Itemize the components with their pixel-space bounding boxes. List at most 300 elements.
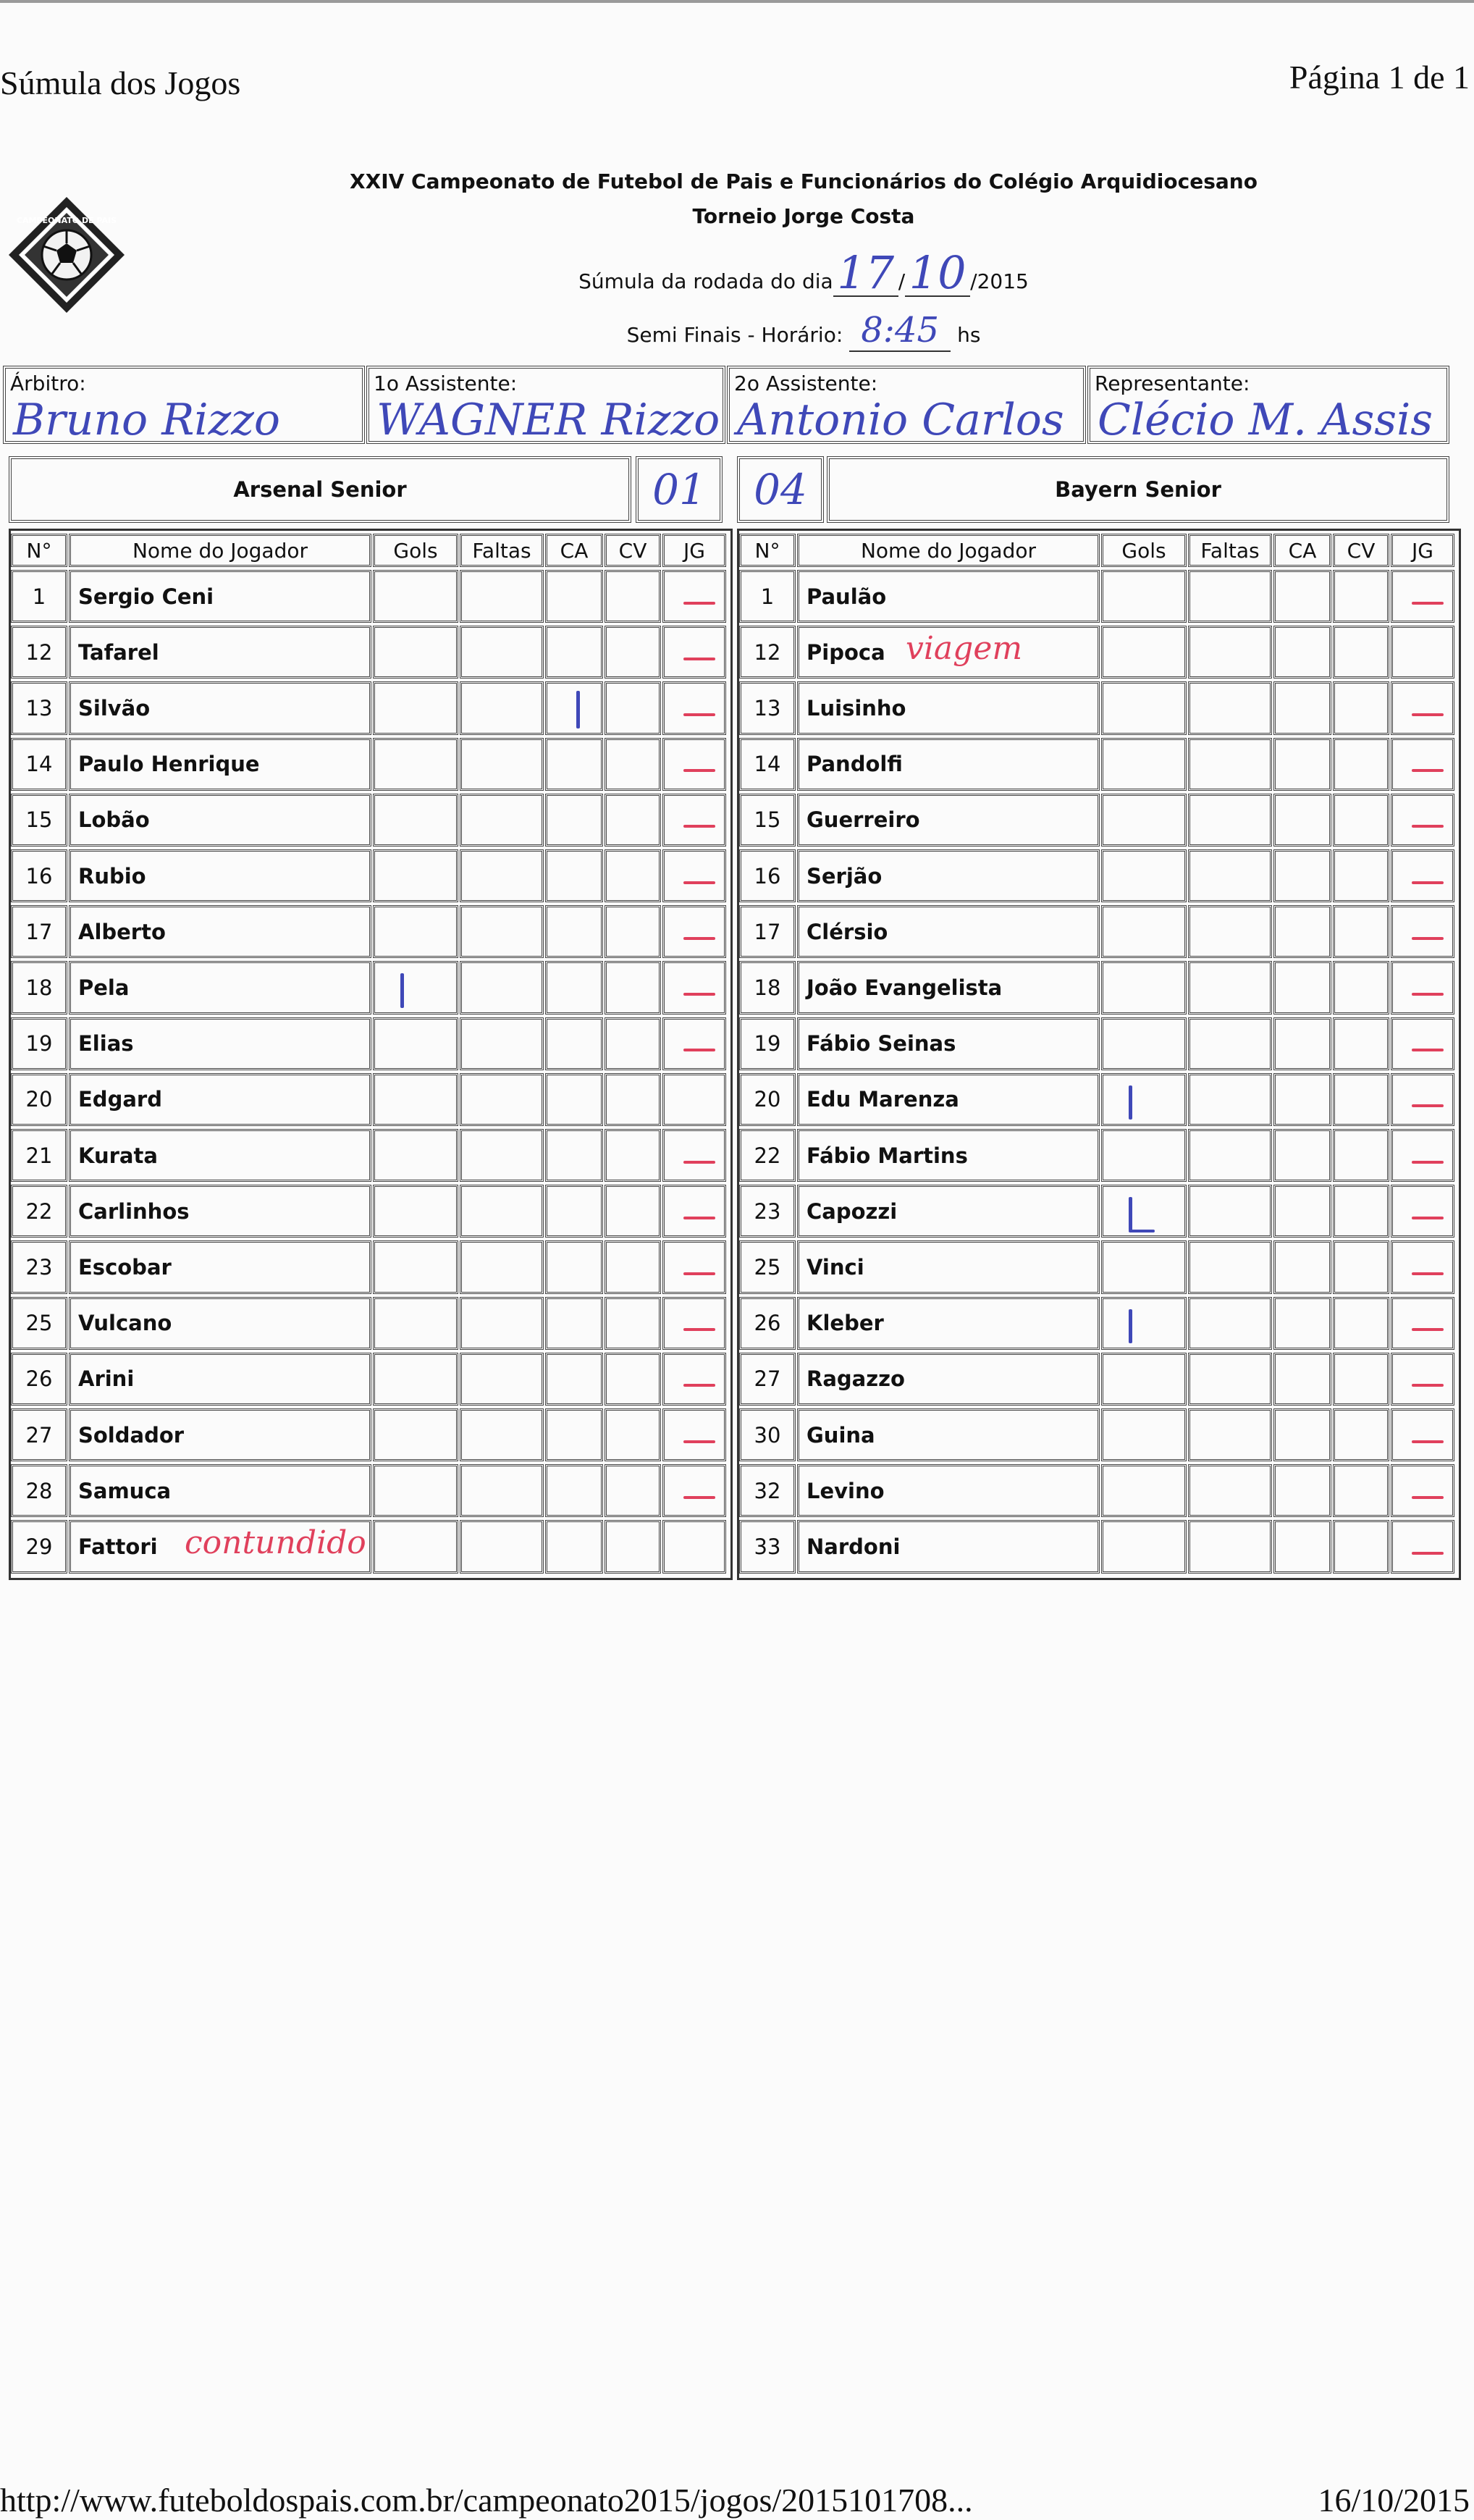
home-player-name: Carlinhos <box>69 1185 371 1238</box>
away-player-gols-cell <box>1101 1464 1187 1517</box>
home-player-gols-cell <box>373 738 458 791</box>
home-player-note: contundido <box>185 1524 366 1562</box>
away-player-number: 15 <box>739 794 796 847</box>
phase-unit: hs <box>957 323 981 347</box>
away-player-jg-cell <box>1391 1464 1454 1517</box>
top-rule <box>0 0 1474 3</box>
away-player-gols-cell <box>1101 1408 1187 1461</box>
home-player-gols-cell <box>373 794 458 847</box>
away-player-cv-cell <box>1333 794 1389 847</box>
home-player-gols-cell <box>373 1464 458 1517</box>
home-player-name: Kurata <box>69 1129 371 1182</box>
away-player-number: 12 <box>739 626 796 679</box>
away-player-name: Luisinho <box>797 681 1100 734</box>
home-player-gols-cell <box>373 1240 458 1293</box>
home-player-jg-cell <box>662 1353 726 1406</box>
home-player-jg-cell <box>662 794 726 847</box>
home-player-ca-cell <box>545 1129 603 1182</box>
home-player-faltas-cell <box>460 1185 544 1238</box>
home-player-name: Alberto <box>69 905 371 958</box>
away-player-name: João Evangelista <box>797 961 1100 1014</box>
home-player-cv-cell <box>605 1185 661 1238</box>
away-player-jg-cell <box>1391 1073 1454 1126</box>
home-player-gols-cell <box>373 1185 458 1238</box>
away-player-number: 25 <box>739 1240 796 1293</box>
home-player-faltas-cell <box>460 849 544 902</box>
home-player-number: 22 <box>11 1185 67 1238</box>
away-player-gols-cell <box>1101 570 1187 623</box>
away-player-number: 19 <box>739 1017 796 1070</box>
away-col-header-jg: JG <box>1391 534 1454 567</box>
phase-label: Semi Finais - Horário: <box>626 323 843 347</box>
away-player-cv-cell <box>1333 626 1389 679</box>
away-player-name: Paulão <box>797 570 1100 623</box>
away-player-ca-cell <box>1273 1464 1331 1517</box>
away-player-gols-cell <box>1101 738 1187 791</box>
played-mark <box>1412 1217 1444 1219</box>
away-player-name: Fábio Martins <box>797 1129 1100 1182</box>
home-player-jg-cell <box>662 1408 726 1461</box>
played-mark <box>1412 1104 1444 1107</box>
away-player-number: 18 <box>739 961 796 1014</box>
assistant2-label: 2o Assistente: <box>734 371 878 395</box>
home-player-number: 13 <box>11 681 67 734</box>
home-player-faltas-cell <box>460 1240 544 1293</box>
home-player-name: Escobar <box>69 1240 371 1293</box>
away-player-faltas-cell <box>1188 1185 1272 1238</box>
away-player-gols-cell <box>1101 1297 1187 1350</box>
played-mark <box>1412 1440 1444 1443</box>
home-player-gols-cell <box>373 905 458 958</box>
played-mark <box>683 1217 715 1219</box>
home-player-gols-cell <box>373 1408 458 1461</box>
home-player-number: 17 <box>11 905 67 958</box>
away-player-gols-cell <box>1101 849 1187 902</box>
home-player-ca-cell <box>545 1240 603 1293</box>
home-player-cv-cell <box>605 1297 661 1350</box>
played-mark <box>683 1328 715 1331</box>
away-player-ca-cell <box>1273 1073 1331 1126</box>
away-player-gols-cell <box>1101 1520 1187 1573</box>
played-mark <box>683 658 715 660</box>
home-player-gols-cell <box>373 1073 458 1126</box>
played-mark <box>1412 1328 1444 1331</box>
played-mark <box>683 602 715 605</box>
away-player-number: 14 <box>739 738 796 791</box>
away-player-number: 32 <box>739 1464 796 1517</box>
home-player-cv-cell <box>605 570 661 623</box>
away-player-faltas-cell <box>1188 1129 1272 1182</box>
away-player-ca-cell <box>1273 681 1331 734</box>
played-mark <box>1412 1161 1444 1164</box>
away-player-gols-cell <box>1101 1073 1187 1126</box>
tournament-title: Torneio Jorge Costa <box>692 204 915 228</box>
played-mark <box>683 769 715 772</box>
home-player-ca-cell <box>545 1185 603 1238</box>
away-player-gols-cell <box>1101 1017 1187 1070</box>
away-player-name: Ragazzo <box>797 1353 1100 1406</box>
away-col-header-num: N° <box>739 534 796 567</box>
played-mark <box>1412 937 1444 940</box>
home-player-faltas-cell <box>460 961 544 1014</box>
away-player-faltas-cell <box>1188 1353 1272 1406</box>
home-player-number: 16 <box>11 849 67 902</box>
home-player-number: 15 <box>11 794 67 847</box>
championship-title: XXIV Campeonato de Futebol de Pais e Funcionários do Colégio Arquidiocesano <box>350 169 1258 193</box>
away-player-cv-cell <box>1333 905 1389 958</box>
home-player-jg-cell <box>662 1185 726 1238</box>
played-mark <box>1412 993 1444 996</box>
away-player-cv-cell <box>1333 1185 1389 1238</box>
home-player-ca-cell <box>545 681 603 734</box>
home-player-gols-cell <box>373 1297 458 1350</box>
played-mark <box>683 825 715 828</box>
home-player-ca-cell <box>545 1017 603 1070</box>
away-player-ca-cell <box>1273 1017 1331 1070</box>
home-player-jg-cell <box>662 961 726 1014</box>
home-player-number: 26 <box>11 1353 67 1406</box>
footer-date: 16/10/2015 <box>1318 2482 1470 2519</box>
away-player-name: Fábio Seinas <box>797 1017 1100 1070</box>
assistant1-label: 1o Assistente: <box>374 371 518 395</box>
played-mark <box>683 881 715 884</box>
round-month: 10 <box>905 251 970 297</box>
away-player-jg-cell <box>1391 961 1454 1014</box>
home-player-cv-cell <box>605 849 661 902</box>
representative-name: Clécio M. Assis <box>1098 395 1433 445</box>
away-player-faltas-cell <box>1188 1240 1272 1293</box>
away-player-jg-cell <box>1391 626 1454 679</box>
home-player-faltas-cell <box>460 1297 544 1350</box>
played-mark <box>683 1272 715 1275</box>
home-player-cv-cell <box>605 905 661 958</box>
referee-name: Bruno Rizzo <box>13 395 280 445</box>
home-col-header-gols: Gols <box>373 534 458 567</box>
away-player-gols-cell <box>1101 1185 1187 1238</box>
goal-tally-mark <box>1129 1230 1155 1232</box>
home-player-ca-cell <box>545 626 603 679</box>
page-title: Súmula dos Jogos <box>0 64 241 101</box>
home-player-gols-cell <box>373 570 458 623</box>
away-player-number: 33 <box>739 1520 796 1573</box>
away-team-table <box>737 529 1461 1580</box>
away-player-cv-cell <box>1333 961 1389 1014</box>
phase-time-value: 8:45 <box>849 310 951 352</box>
home-player-jg-cell <box>662 1297 726 1350</box>
home-player-cv-cell <box>605 1520 661 1573</box>
home-player-faltas-cell <box>460 1464 544 1517</box>
home-player-gols-cell <box>373 681 458 734</box>
away-player-cv-cell <box>1333 1073 1389 1126</box>
home-player-gols-cell <box>373 1017 458 1070</box>
home-player-faltas-cell <box>460 1408 544 1461</box>
home-player-cv-cell <box>605 1240 661 1293</box>
home-player-faltas-cell <box>460 681 544 734</box>
phase-time <box>246 310 1361 352</box>
away-player-gols-cell <box>1101 794 1187 847</box>
home-player-number: 14 <box>11 738 67 791</box>
away-col-header-name: Nome do Jogador <box>797 534 1100 567</box>
footer-url: http://www.futeboldospais.com.br/campeonato2015/jogos/2015101708... <box>0 2482 973 2519</box>
round-label: Súmula da rodada do dia <box>578 269 833 293</box>
away-player-ca-cell <box>1273 1129 1331 1182</box>
home-player-name: Soldador <box>69 1408 371 1461</box>
home-player-ca-cell <box>545 1520 603 1573</box>
home-player-jg-cell <box>662 738 726 791</box>
away-player-gols-cell <box>1101 961 1187 1014</box>
away-player-ca-cell <box>1273 570 1331 623</box>
away-player-name: Edu Marenza <box>797 1073 1100 1126</box>
home-player-ca-cell <box>545 1464 603 1517</box>
away-player-jg-cell <box>1391 1408 1454 1461</box>
away-player-name: Guerreiro <box>797 794 1100 847</box>
played-mark <box>683 1440 715 1443</box>
svg-text:CAMPEONATO DE PAIS: CAMPEONATO DE PAIS <box>16 216 117 225</box>
away-player-gols-cell <box>1101 1240 1187 1293</box>
away-player-name: Clérsio <box>797 905 1100 958</box>
home-team-score: 01 <box>636 456 723 523</box>
home-player-jg-cell <box>662 1129 726 1182</box>
home-player-cv-cell <box>605 1408 661 1461</box>
away-player-faltas-cell <box>1188 570 1272 623</box>
home-player-name: Sergio Ceni <box>69 570 371 623</box>
home-player-number: 19 <box>11 1017 67 1070</box>
home-player-jg-cell <box>662 905 726 958</box>
home-player-ca-cell <box>545 905 603 958</box>
round-date: Súmula da rodada do dia17 /10 /2015 <box>578 246 1029 299</box>
away-player-number: 20 <box>739 1073 796 1126</box>
home-player-number: 27 <box>11 1408 67 1461</box>
away-player-jg-cell <box>1391 1185 1454 1238</box>
away-player-cv-cell <box>1333 1297 1389 1350</box>
away-player-name: Levino <box>797 1464 1100 1517</box>
assistant1-box <box>366 366 725 444</box>
away-player-name: Pandolfi <box>797 738 1100 791</box>
away-player-jg-cell <box>1391 1129 1454 1182</box>
round-year: 2015 <box>977 269 1029 293</box>
away-player-ca-cell <box>1273 738 1331 791</box>
away-col-header-faltas: Faltas <box>1188 534 1272 567</box>
away-player-number: 27 <box>739 1353 796 1406</box>
home-player-name: Paulo Henrique <box>69 738 371 791</box>
away-player-jg-cell <box>1391 1353 1454 1406</box>
away-player-cv-cell <box>1333 1129 1389 1182</box>
referee-label: Árbitro: <box>10 371 86 395</box>
away-player-faltas-cell <box>1188 849 1272 902</box>
home-player-name: Fattori <box>69 1520 371 1573</box>
played-mark <box>683 993 715 996</box>
away-player-name: Nardoni <box>797 1520 1100 1573</box>
home-player-number: 28 <box>11 1464 67 1517</box>
goal-tally-mark <box>400 973 404 1007</box>
away-player-cv-cell <box>1333 1408 1389 1461</box>
home-player-ca-cell <box>545 849 603 902</box>
home-player-jg-cell <box>662 681 726 734</box>
home-player-name: Tafarel <box>69 626 371 679</box>
away-player-ca-cell <box>1273 849 1331 902</box>
home-player-gols-cell <box>373 961 458 1014</box>
home-player-cv-cell <box>605 1017 661 1070</box>
home-player-jg-cell <box>662 1073 726 1126</box>
away-player-gols-cell <box>1101 626 1187 679</box>
home-player-faltas-cell <box>460 570 544 623</box>
away-player-ca-cell <box>1273 1297 1331 1350</box>
played-mark <box>683 1161 715 1164</box>
away-col-header-cv: CV <box>1333 534 1389 567</box>
away-col-header-ca: CA <box>1273 534 1331 567</box>
representative-label: Representante: <box>1095 371 1250 395</box>
away-player-name: Serjão <box>797 849 1100 902</box>
away-player-cv-cell <box>1333 738 1389 791</box>
home-player-faltas-cell <box>460 1353 544 1406</box>
away-player-number: 30 <box>739 1408 796 1461</box>
home-player-cv-cell <box>605 681 661 734</box>
goal-tally-mark <box>1129 1197 1132 1231</box>
home-player-ca-cell <box>545 1353 603 1406</box>
home-player-cv-cell <box>605 626 661 679</box>
away-player-jg-cell <box>1391 738 1454 791</box>
away-player-jg-cell <box>1391 849 1454 902</box>
page-number: Página 1 de 1 <box>1289 59 1470 96</box>
away-player-name: Capozzi <box>797 1185 1100 1238</box>
played-mark <box>1412 1272 1444 1275</box>
home-player-faltas-cell <box>460 905 544 958</box>
away-player-cv-cell <box>1333 1464 1389 1517</box>
away-player-name: Kleber <box>797 1297 1100 1350</box>
away-team-name: Bayern Senior <box>827 456 1449 523</box>
played-mark <box>1412 769 1444 772</box>
away-player-number: 22 <box>739 1129 796 1182</box>
home-team-table <box>9 529 733 1580</box>
played-mark <box>683 937 715 940</box>
away-player-ca-cell <box>1273 1520 1331 1573</box>
home-player-cv-cell <box>605 1129 661 1182</box>
away-player-ca-cell <box>1273 1185 1331 1238</box>
away-player-jg-cell <box>1391 1240 1454 1293</box>
away-player-ca-cell <box>1273 794 1331 847</box>
away-player-faltas-cell <box>1188 1017 1272 1070</box>
home-player-jg-cell <box>662 849 726 902</box>
away-player-note: viagem <box>906 630 1023 668</box>
away-player-faltas-cell <box>1188 905 1272 958</box>
away-player-faltas-cell <box>1188 961 1272 1014</box>
away-player-gols-cell <box>1101 905 1187 958</box>
away-col-header-gols: Gols <box>1101 534 1187 567</box>
away-player-cv-cell <box>1333 570 1389 623</box>
home-player-number: 25 <box>11 1297 67 1350</box>
home-col-header-cv: CV <box>605 534 661 567</box>
round-day: 17 <box>833 251 898 297</box>
away-player-faltas-cell <box>1188 1464 1272 1517</box>
home-player-ca-cell <box>545 570 603 623</box>
away-player-faltas-cell <box>1188 1297 1272 1350</box>
home-player-cv-cell <box>605 1073 661 1126</box>
away-player-jg-cell <box>1391 1297 1454 1350</box>
away-player-ca-cell <box>1273 1408 1331 1461</box>
away-player-gols-cell <box>1101 1129 1187 1182</box>
away-player-jg-cell <box>1391 794 1454 847</box>
home-player-gols-cell <box>373 1520 458 1573</box>
championship-logo <box>6 194 127 316</box>
away-player-cv-cell <box>1333 1240 1389 1293</box>
away-player-ca-cell <box>1273 961 1331 1014</box>
home-player-jg-cell <box>662 570 726 623</box>
yellow-card-mark <box>576 691 580 728</box>
home-player-number: 21 <box>11 1129 67 1182</box>
away-player-cv-cell <box>1333 1017 1389 1070</box>
home-player-name: Silvão <box>69 681 371 734</box>
played-mark <box>683 713 715 716</box>
home-player-jg-cell <box>662 1017 726 1070</box>
representative-box <box>1087 366 1449 444</box>
home-team-name: Arsenal Senior <box>9 456 631 523</box>
away-player-jg-cell <box>1391 681 1454 734</box>
away-player-faltas-cell <box>1188 1073 1272 1126</box>
played-mark <box>1412 1552 1444 1555</box>
home-player-ca-cell <box>545 794 603 847</box>
home-player-jg-cell <box>662 1464 726 1517</box>
played-mark <box>683 1049 715 1051</box>
away-player-faltas-cell <box>1188 794 1272 847</box>
home-col-header-name: Nome do Jogador <box>69 534 371 567</box>
home-player-cv-cell <box>605 1353 661 1406</box>
away-player-name: Vinci <box>797 1240 1100 1293</box>
played-mark <box>1412 1496 1444 1499</box>
played-mark <box>1412 1049 1444 1051</box>
home-player-cv-cell <box>605 738 661 791</box>
home-player-name: Arini <box>69 1353 371 1406</box>
home-player-faltas-cell <box>460 1129 544 1182</box>
away-player-name: Pipoca <box>797 626 1100 679</box>
home-player-gols-cell <box>373 1353 458 1406</box>
away-player-ca-cell <box>1273 1353 1331 1406</box>
away-player-jg-cell <box>1391 1017 1454 1070</box>
played-mark <box>683 1496 715 1499</box>
home-player-faltas-cell <box>460 626 544 679</box>
home-player-cv-cell <box>605 1464 661 1517</box>
home-player-ca-cell <box>545 961 603 1014</box>
away-player-cv-cell <box>1333 849 1389 902</box>
home-player-jg-cell <box>662 1240 726 1293</box>
played-mark <box>1412 881 1444 884</box>
home-col-header-num: N° <box>11 534 67 567</box>
home-player-faltas-cell <box>460 1073 544 1126</box>
assistant2-name: Antonio Carlos <box>737 395 1064 445</box>
away-player-jg-cell <box>1391 570 1454 623</box>
away-player-ca-cell <box>1273 626 1331 679</box>
away-player-faltas-cell <box>1188 1408 1272 1461</box>
assistant2-box <box>727 366 1086 444</box>
played-mark <box>1412 825 1444 828</box>
away-player-number: 16 <box>739 849 796 902</box>
home-player-gols-cell <box>373 1129 458 1182</box>
away-player-jg-cell <box>1391 905 1454 958</box>
away-player-number: 26 <box>739 1297 796 1350</box>
home-col-header-ca: CA <box>545 534 603 567</box>
played-mark <box>1412 1384 1444 1387</box>
home-player-name: Lobão <box>69 794 371 847</box>
away-player-faltas-cell <box>1188 681 1272 734</box>
home-player-name: Pela <box>69 961 371 1014</box>
away-player-faltas-cell <box>1188 1520 1272 1573</box>
home-player-jg-cell <box>662 1520 726 1573</box>
away-player-number: 1 <box>739 570 796 623</box>
home-player-name: Rubio <box>69 849 371 902</box>
assistant1-name: WAGNER Rizzo <box>376 395 720 445</box>
home-player-name: Elias <box>69 1017 371 1070</box>
away-player-cv-cell <box>1333 1520 1389 1573</box>
away-player-number: 23 <box>739 1185 796 1238</box>
